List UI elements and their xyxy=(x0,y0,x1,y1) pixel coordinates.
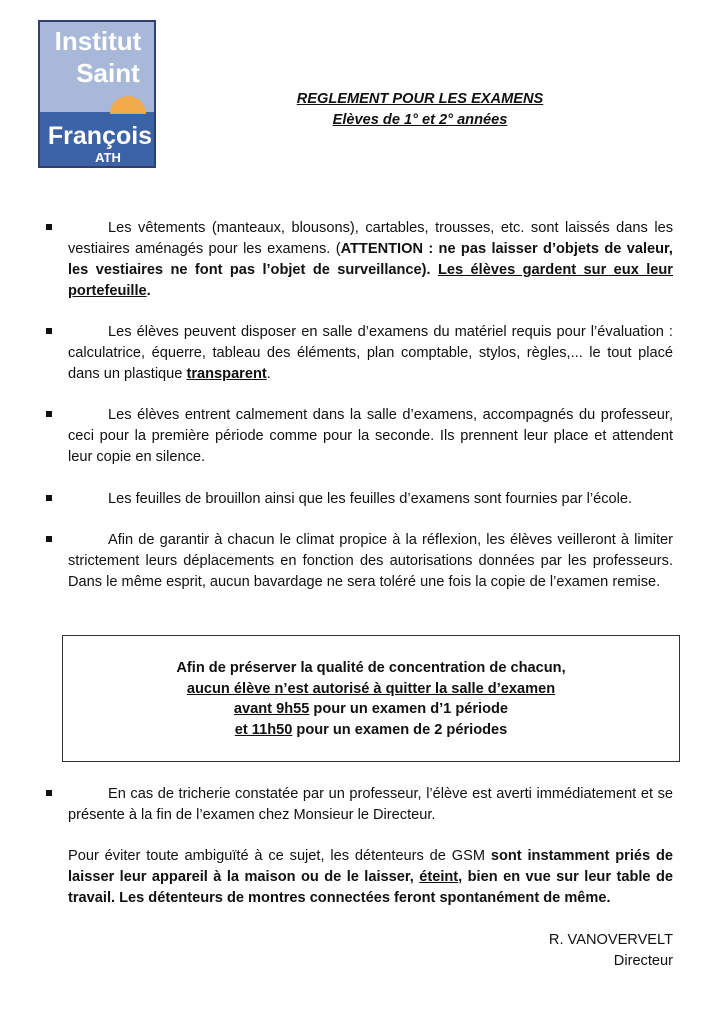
rule-text: Afin de garantir à chacun le climat propice à la réflexion, les élèves veilleront à limiter strictement leurs déplacements en fonction des autorisations données par les professeurs. Dans le même esprit, aucun bavardage ne sera toléré une fois la copie de l’examen remise. xyxy=(68,532,673,590)
svg-text:Saint: Saint xyxy=(76,58,140,88)
rule-text: . xyxy=(146,283,151,299)
rule-text: . xyxy=(266,366,271,382)
notice-text: pour un examen d’1 période xyxy=(309,701,509,717)
gsm-paragraph xyxy=(68,846,673,909)
notice-text: pour un examen de 2 périodes xyxy=(292,722,508,738)
rule-text: transparent xyxy=(186,366,267,382)
notice-line: aucun élève n’est autorisé à quitter la salle d’examen xyxy=(186,681,556,697)
rule-text: Les élèves peuvent disposer en salle d’examens du matériel requis pour l’évaluation : calculatrice, équerre, tableau des éléments, plan comptable, stylos, règles,... le tout placé dans un plastique xyxy=(68,324,673,382)
rule-cheating: En cas de tricherie constatée par un professeur, l’élève est averti immédiatement et se présente à la fin de l’examen chez Monsieur le Directeur. xyxy=(68,786,673,823)
notice-time: avant 9h55 xyxy=(233,701,310,717)
svg-text:ATH: ATH xyxy=(95,150,121,165)
bullet-icon xyxy=(46,411,52,417)
notice-line: Afin de préserver la qualité de concentration de chacun, xyxy=(176,660,566,676)
rule-item xyxy=(68,489,673,510)
svg-text:Institut: Institut xyxy=(54,26,142,56)
rule-item xyxy=(68,530,673,593)
notice-line xyxy=(62,699,680,720)
rule-text: Les élèves entrent calmement dans la salle d’examens, accompagnés du professeur, ceci pour la première période comme pour la seconde. Ils prennent leur place et attendent leur copie en silence. xyxy=(68,407,673,465)
rule-text: ATTENTION : ne pas laisser d’objets de valeur, les vestiaires ne font pas l’objet de surveillance). xyxy=(68,241,673,278)
bullet-icon xyxy=(46,536,52,542)
notice-time: et 11h50 xyxy=(234,722,293,738)
notice-line xyxy=(62,720,680,741)
rule-item xyxy=(68,405,673,468)
document-subtitle: Elèves de 1° et 2° années xyxy=(332,112,508,128)
signature-role: Directeur xyxy=(613,953,673,969)
rule-item xyxy=(68,218,673,302)
rule-text: Les feuilles de brouillon ainsi que les feuilles d’examens sont fournies par l’école. xyxy=(108,491,633,507)
bullet-icon xyxy=(46,328,52,334)
gsm-text: sont instamment priés de laisser leur appareil à la maison ou de le laisser, xyxy=(68,848,673,885)
institut-saint-francois-logo xyxy=(38,20,156,168)
gsm-text: éteint xyxy=(419,869,459,885)
rule-text: Les élèves gardent sur eux leur portefeuille xyxy=(68,262,673,299)
rule-item xyxy=(68,322,673,385)
rule-text: Les vêtements (manteaux, blousons), cartables, trousses, etc. sont laissés dans les vestiaires aménagés pour les examens. ( xyxy=(68,220,673,257)
bullet-icon xyxy=(46,790,52,796)
svg-text:François: François xyxy=(47,122,153,150)
bullet-icon xyxy=(46,495,52,501)
gsm-text: , bien en vue sur leur table de travail. Les détenteurs de montres connectées feront spontanément de même. xyxy=(68,869,673,906)
gsm-text: Pour éviter toute ambiguïté à ce sujet, les détenteurs de GSM xyxy=(68,848,491,864)
document-title: REGLEMENT POUR LES EXAMENS xyxy=(296,91,544,107)
signature-name: R. VANOVERVELT xyxy=(548,932,673,948)
bullet-icon xyxy=(46,224,52,230)
